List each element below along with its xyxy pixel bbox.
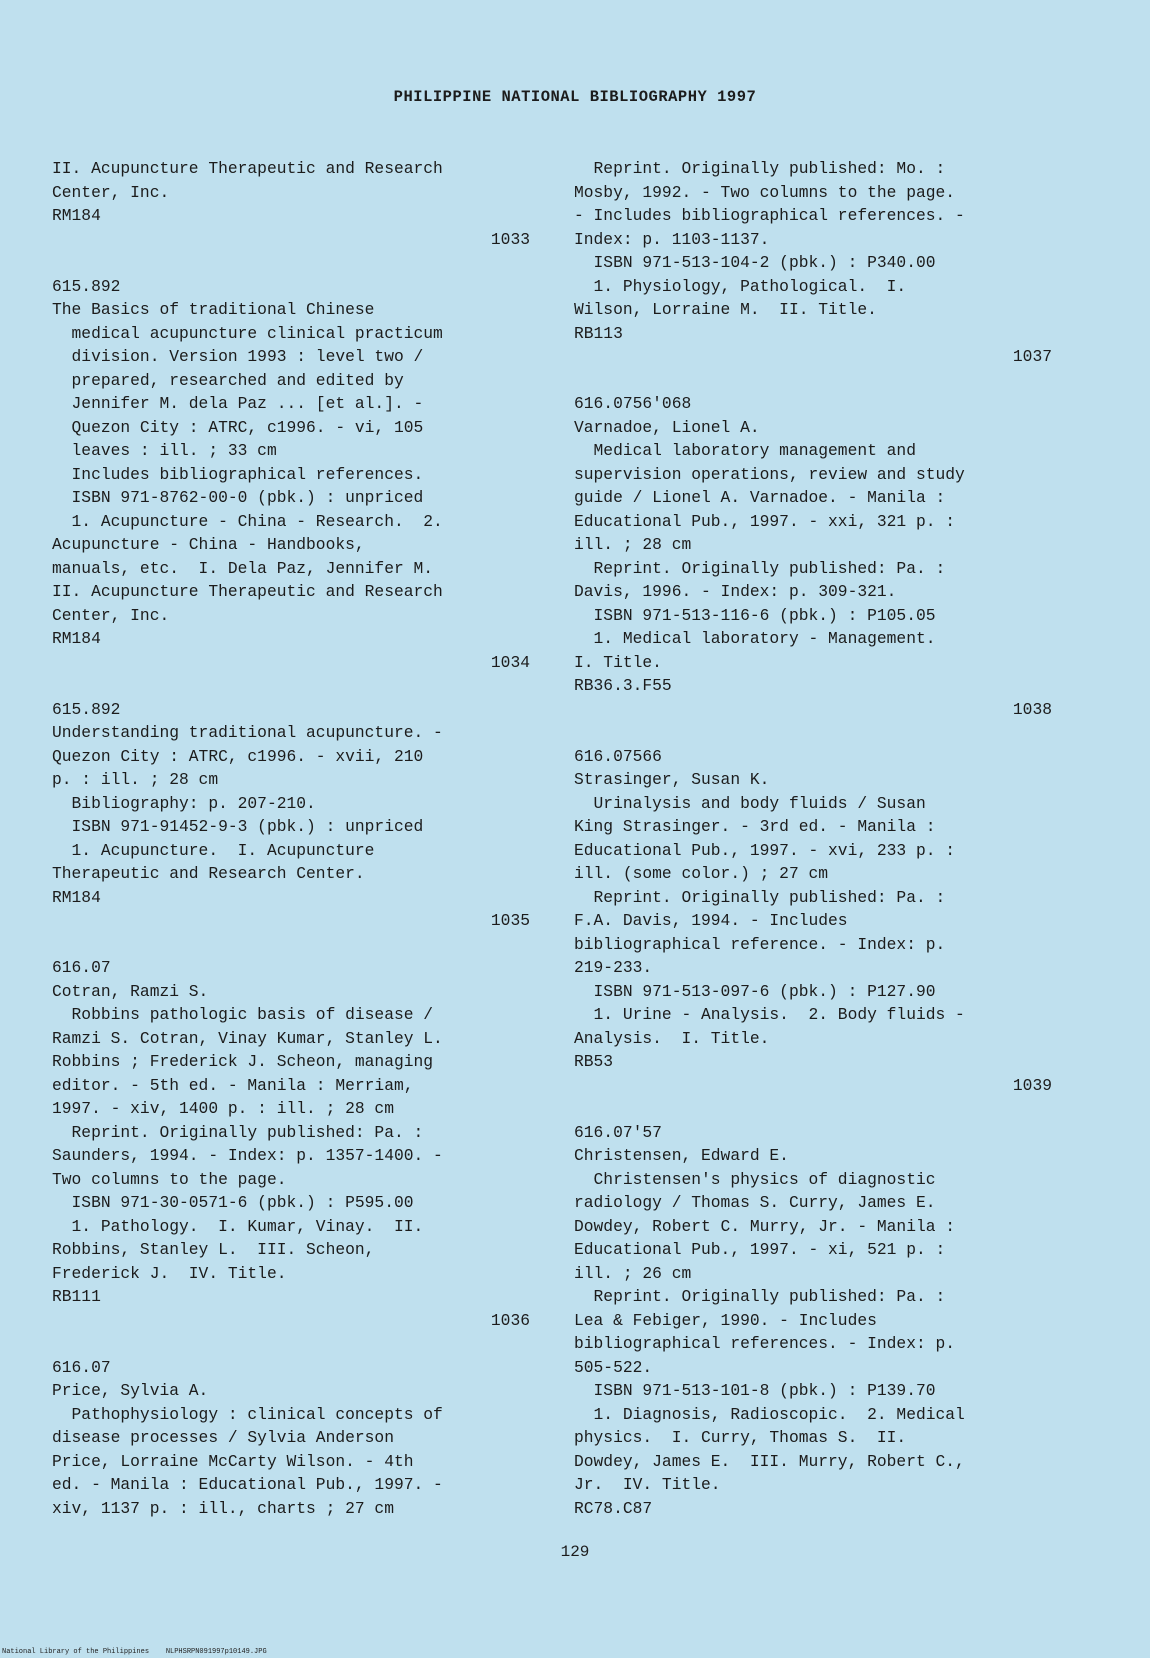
entry-gap [574, 721, 1052, 745]
entry-line: RM184 [52, 206, 101, 225]
footer-note: National Library of the Philippines NLPHSRPN091997p10149.JPG [2, 1648, 267, 1656]
entry-line: Urinalysis and body fluids / Susan [574, 793, 926, 813]
entry-line: ISBN 971-513-097-6 (pbk.) : P127.90 [574, 981, 936, 1001]
entry-line: Lea & Febiger, 1990. - Includes [574, 1310, 877, 1330]
entry-gap [52, 251, 530, 275]
entry-line: Robbins, Stanley L. III. Scheon, [52, 1240, 375, 1259]
entry-line: ISBN 971-513-104-2 (pbk.) : P340.00 [574, 253, 936, 272]
entry-line: radiology / Thomas S. Curry, James E. [574, 1193, 936, 1212]
entry-line: prepared, researched and edited by [52, 370, 404, 390]
entry-line: RB113 [574, 323, 623, 343]
entry-line: Mosby, 1992. - Two columns to the page. [574, 182, 956, 202]
right-column [574, 157, 1052, 1520]
entry-gap [52, 933, 530, 957]
entry-line: Quezon City : ATRC, c1996. - vi, 105 [52, 417, 424, 437]
entry-line: 1997. - xiv, 1400 p. : ill. ; 28 cm [52, 1099, 394, 1118]
entry-line: Quezon City : ATRC, c1996. - xvii, 210 [52, 746, 424, 766]
entry-line: Davis, 1996. - Index: p. 309-321. [574, 582, 897, 601]
entry-line: RB36.3.F55 [574, 676, 672, 695]
entry-number: 1038 [1012, 699, 1052, 719]
entry-number: 1037 [1012, 347, 1052, 366]
entry-number: 1034 [490, 652, 530, 672]
entry-line: Therapeutic and Research Center. [52, 864, 365, 883]
entry-line: Reprint. Originally published: Pa. : [574, 1287, 946, 1306]
entry-line: 1. Medical laboratory - Management. [574, 629, 936, 648]
entry-line: F.A. Davis, 1994. - Includes [574, 911, 848, 930]
entry-line: guide / Lionel A. Varnadoe. - Manila : [574, 488, 946, 507]
entry-line: Price, Sylvia A. [52, 1381, 209, 1400]
entry-line: Center, Inc. [52, 605, 170, 625]
entry-line: 616.07 [52, 1357, 111, 1377]
entry-line: I. Title. [574, 652, 662, 672]
entry-line: ISBN 971-8762-00-0 (pbk.) : unpriced [52, 488, 424, 507]
entry-line: Christensen, Edward E. [574, 1146, 789, 1165]
entry-line: Frederick J. IV. Title. [52, 1263, 287, 1283]
entry-line: xiv, 1137 p. : ill., charts ; 27 cm [52, 1498, 394, 1518]
entry-line: Two columns to the page. [52, 1169, 287, 1189]
entry-line: Acupuncture - China - Handbooks, [52, 535, 365, 554]
entry-line: 219-233. [574, 958, 653, 977]
entry-line: editor. - 5th ed. - Manila : Merriam, [52, 1075, 414, 1095]
entry-number: 1039 [1012, 1075, 1052, 1095]
entry-line: Center, Inc. [52, 182, 170, 202]
entry-line: Robbins pathologic basis of disease / [52, 1005, 434, 1024]
entry-line: The Basics of traditional Chinese [52, 300, 375, 319]
entry-line: ill. ; 28 cm [574, 535, 692, 554]
entry-line: bibliographical references. - Index: p. [574, 1334, 956, 1353]
entry-line: Robbins ; Frederick J. Scheon, managing [52, 1052, 434, 1071]
page-title: PHILIPPINE NATIONAL BIBLIOGRAPHY 1997 [393, 88, 757, 106]
entry-line: 616.07'57 [574, 1122, 662, 1142]
entry-line: 505-522. [574, 1357, 653, 1377]
entry-line: p. : ill. ; 28 cm [52, 770, 219, 789]
entry-line: Varnadoe, Lionel A. [574, 417, 760, 437]
entry-line: Cotran, Ramzi S. [52, 981, 209, 1001]
entry-line: division. Version 1993 : level two / [52, 347, 424, 366]
entry-line: Medical laboratory management and [574, 441, 916, 460]
entry-line: ed. - Manila : Educational Pub., 1997. - [52, 1475, 443, 1494]
entry-line: Dowdey, Robert C. Murry, Jr. - Manila : [574, 1216, 956, 1236]
entry-line: 1. Acupuncture. I. Acupuncture [52, 840, 375, 860]
entry-line: Wilson, Lorraine M. II. Title. [574, 300, 877, 319]
entry-line: Bibliography: p. 207-210. [52, 793, 316, 813]
entry-line: bibliographical reference. - Index: p. [574, 934, 946, 954]
left-column [52, 157, 530, 1520]
entry-line: Christensen's physics of diagnostic [574, 1169, 936, 1189]
entry-gap [52, 1332, 530, 1356]
entry-line: manuals, etc. I. Dela Paz, Jennifer M. [52, 558, 434, 578]
entry-line: 616.07 [52, 958, 111, 977]
entry-line: II. Acupuncture Therapeutic and Research [52, 582, 443, 601]
entry-line: ISBN 971-30-0571-6 (pbk.) : P595.00 [52, 1193, 414, 1212]
entry-line: King Strasinger. - 3rd ed. - Manila : [574, 817, 936, 836]
entry-line: RB53 [574, 1052, 614, 1071]
entry-line: Saunders, 1994. - Index: p. 1357-1400. - [52, 1146, 443, 1165]
entry-line: - Includes bibliographical references. - [574, 206, 965, 225]
entry-line: ill. ; 26 cm [574, 1263, 692, 1283]
entry-number: 1033 [490, 229, 530, 249]
entry-line: disease processes / Sylvia Anderson [52, 1428, 394, 1447]
entry-gap [574, 369, 1052, 393]
entry-gap [574, 1097, 1052, 1121]
entry-line: 1. Diagnosis, Radioscopic. 2. Medical [574, 1404, 965, 1424]
entry-line: RM184 [52, 887, 101, 907]
entry-line: Educational Pub., 1997. - xvi, 233 p. : [574, 840, 956, 860]
entry-line: Index: p. 1103-1137. [574, 229, 770, 249]
entry-line: Understanding traditional acupuncture. - [52, 723, 443, 742]
entry-line: RB111 [52, 1287, 101, 1306]
entry-line: 1. Urine - Analysis. 2. Body fluids - [574, 1005, 965, 1024]
entry-number: 1035 [490, 911, 530, 930]
entry-line: 615.892 [52, 276, 121, 296]
entry-line: Ramzi S. Cotran, Vinay Kumar, Stanley L. [52, 1028, 443, 1048]
entry-line: ill. (some color.) ; 27 cm [574, 864, 829, 883]
entry-line: Educational Pub., 1997. - xi, 521 p. : [574, 1240, 946, 1259]
entry-line: 1. Pathology. I. Kumar, Vinay. II. [52, 1216, 424, 1236]
entry-line: Analysis. I. Title. [574, 1028, 770, 1048]
entry-line: 616.07566 [574, 746, 662, 766]
entry-line: medical acupuncture clinical practicum [52, 323, 443, 343]
entry-line: ISBN 971-513-101-8 (pbk.) : P139.70 [574, 1381, 936, 1400]
entry-line: Includes bibliographical references. [52, 464, 424, 484]
entry-line: ISBN 971-513-116-6 (pbk.) : P105.05 [574, 605, 936, 625]
entry-line: Reprint. Originally published: Pa. : [52, 1122, 424, 1142]
entry-line: 615.892 [52, 699, 121, 719]
entry-line: II. Acupuncture Therapeutic and Research [52, 159, 443, 178]
entry-line: Strasinger, Susan K. [574, 770, 770, 789]
entry-line: 1. Physiology, Pathological. I. [574, 276, 907, 296]
entry-line: Reprint. Originally published: Mo. : [574, 159, 946, 178]
entry-line: Reprint. Originally published: Pa. : [574, 558, 946, 578]
entry-line: supervision operations, review and study [574, 464, 965, 484]
entry-number: 1036 [490, 1310, 530, 1330]
entry-line: Jennifer M. dela Paz ... [et al.]. - [52, 394, 424, 413]
entry-line: Jr. IV. Title. [574, 1475, 721, 1494]
entry-line: 1. Acupuncture - China - Research. 2. [52, 511, 443, 531]
entry-line: leaves : ill. ; 33 cm [52, 441, 277, 460]
entry-line: RC78.C87 [574, 1498, 653, 1518]
entry-line: physics. I. Curry, Thomas S. II. [574, 1428, 907, 1447]
entry-line: Dowdey, James E. III. Murry, Robert C., [574, 1451, 965, 1471]
entry-line: Educational Pub., 1997. - xxi, 321 p. : [574, 511, 956, 531]
entry-gap [52, 674, 530, 698]
entry-line: ISBN 971-91452-9-3 (pbk.) : unpriced [52, 817, 424, 836]
entry-line: Price, Lorraine McCarty Wilson. - 4th [52, 1451, 414, 1471]
entry-line: 616.0756'068 [574, 394, 692, 413]
page-number: 129 [560, 1543, 590, 1561]
entry-line: Pathophysiology : clinical concepts of [52, 1404, 443, 1424]
entry-line: RM184 [52, 629, 101, 648]
entry-line: Reprint. Originally published: Pa. : [574, 887, 946, 907]
